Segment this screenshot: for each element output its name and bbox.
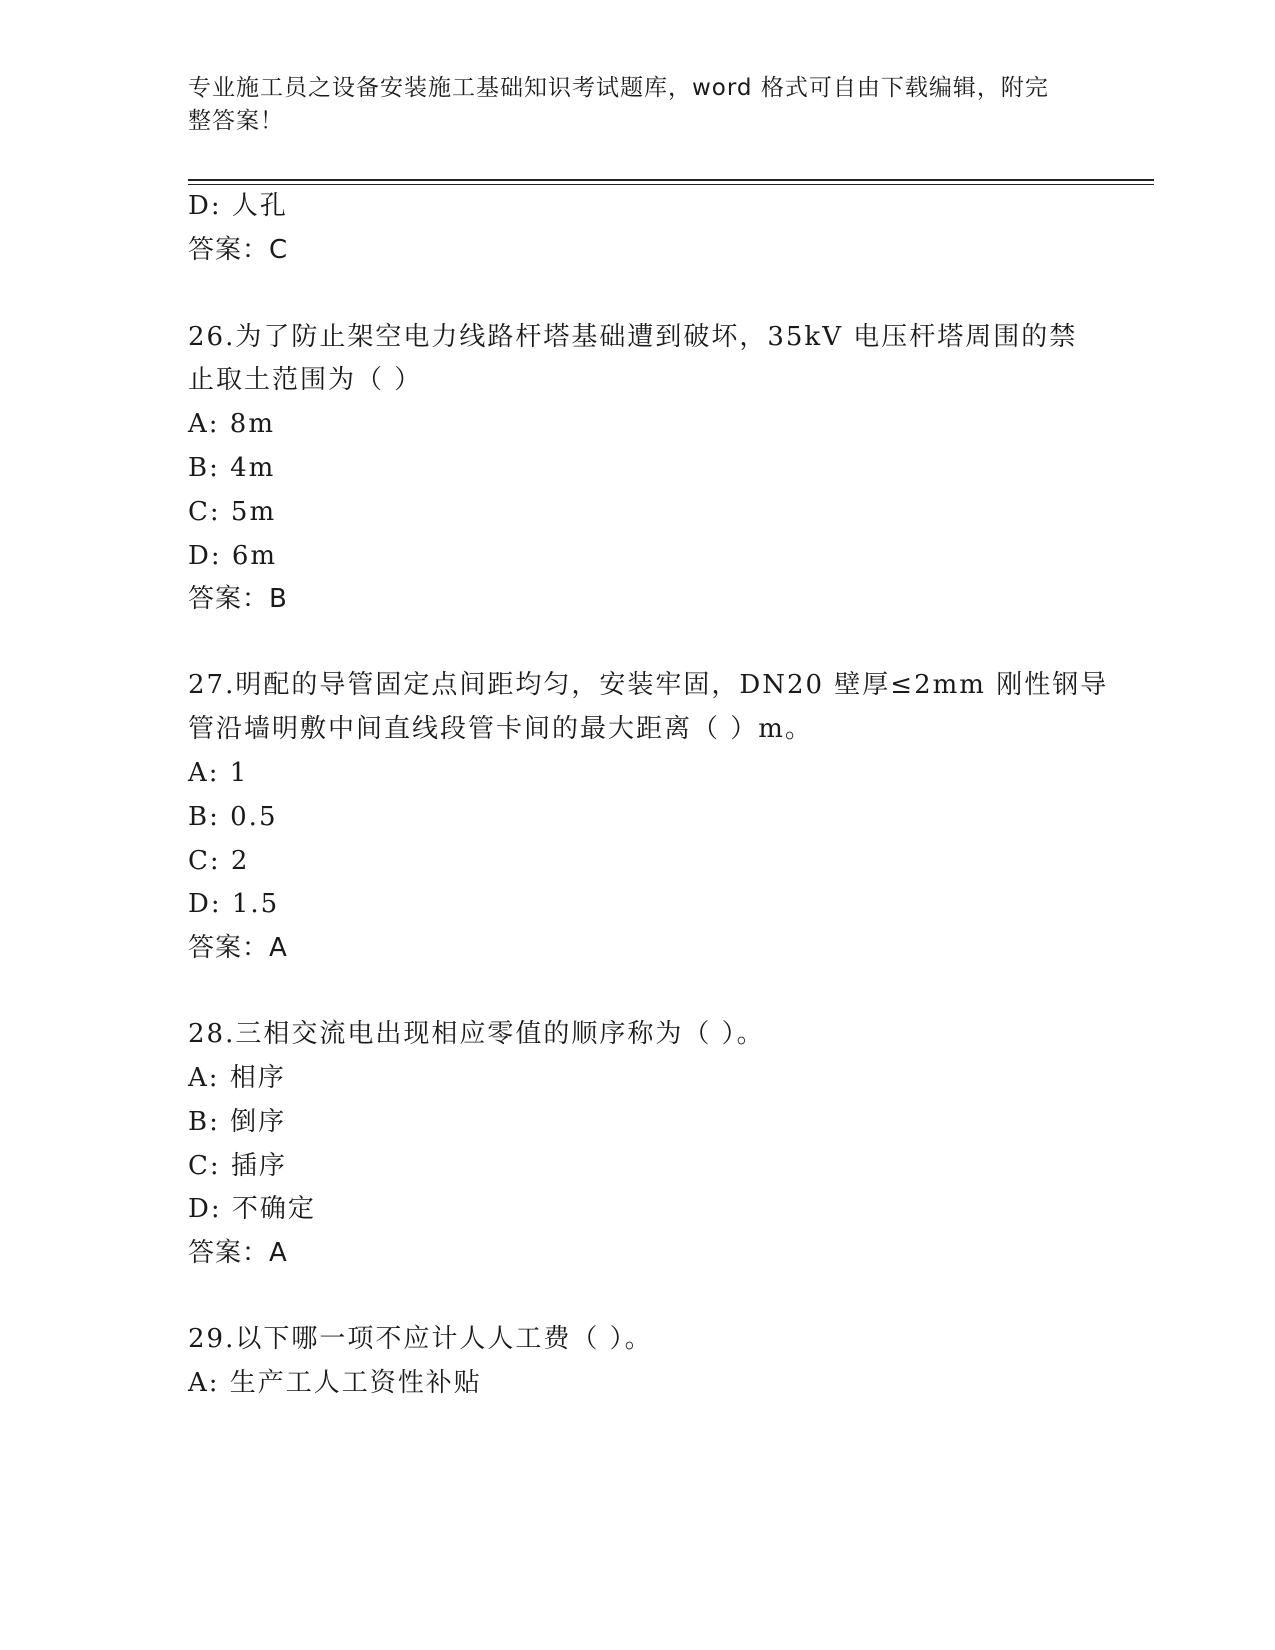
header-line-2: 整答案！ — [188, 108, 284, 134]
q28-question-line-1: 28.三相交流电出现相应零值的顺序称为（ ）。 — [188, 1019, 765, 1049]
q26-option-d: D: 6m — [188, 541, 278, 571]
q28-answer: 答案：A — [188, 1238, 288, 1268]
q29-question-line-1: 29.以下哪一项不应计人人工费（ ）。 — [188, 1324, 653, 1354]
q27-option-d: D: 1.5 — [188, 889, 280, 919]
q26-question-line-2: 止取土范围为（ ） — [188, 365, 423, 395]
q26-answer: 答案：B — [188, 584, 288, 614]
document-header — [188, 72, 1068, 138]
header-rule-thick — [188, 179, 1154, 181]
q27-option-a: A: 1 — [188, 758, 249, 788]
q26-option-b: B: 4m — [188, 453, 276, 483]
q26-option-c: C: 5m — [188, 497, 277, 527]
q25-option-d: D: 人孔 — [188, 191, 288, 221]
q27-option-c: C: 2 — [188, 846, 250, 876]
q25-answer: 答案：C — [188, 235, 289, 265]
q27-answer: 答案：A — [188, 933, 288, 963]
q28-option-b: B: 倒序 — [188, 1107, 287, 1137]
q28-option-d: D: 不确定 — [188, 1194, 316, 1224]
q27-question-line-2: 管沿墙明敷中间直线段管卡间的最大距离（ ）m。 — [188, 714, 813, 744]
header-line-1: 专业施工员之设备安装施工基础知识考试题库，word 格式可自由下载编辑，附完 — [188, 75, 1049, 101]
header-rule-thin — [188, 184, 1154, 185]
q27-question-line-1: 27.明配的导管固定点间距均匀，安装牢固，DN20 壁厚≤2mm 刚性钢导 — [188, 670, 1109, 700]
q29-option-a: A: 生产工人工资性补贴 — [188, 1368, 482, 1398]
q28-option-a: A: 相序 — [188, 1063, 286, 1093]
q28-option-c: C: 插序 — [188, 1151, 287, 1181]
q27-option-b: B: 0.5 — [188, 802, 278, 832]
q26-option-a: A: 8m — [188, 409, 275, 439]
q26-question-line-1: 26.为了防止架空电力线路杆塔基础遭到破坏，35kV 电压杆塔周围的禁 — [188, 322, 1078, 352]
